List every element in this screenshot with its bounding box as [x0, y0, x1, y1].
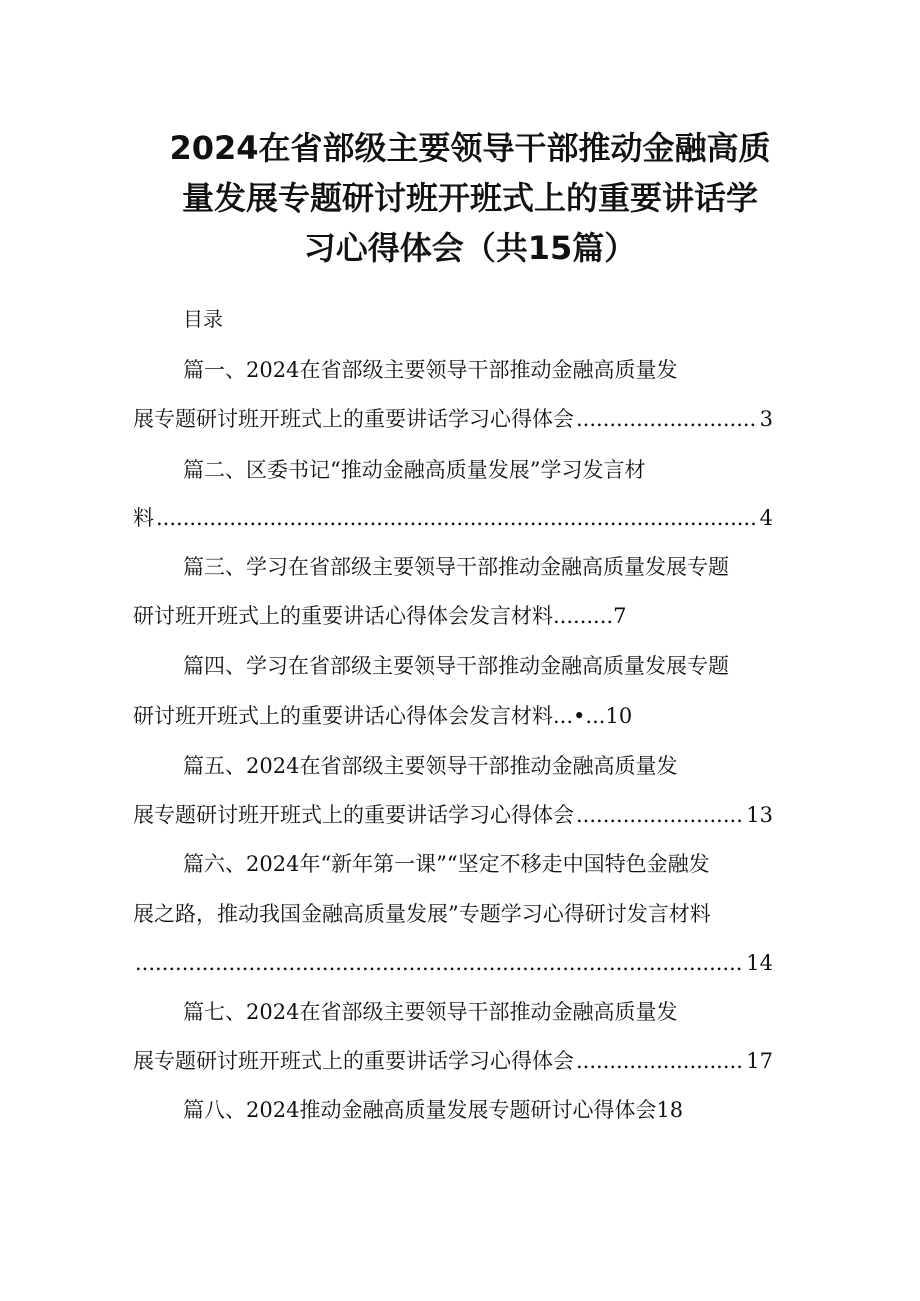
toc-entry-4-line-1[interactable]: 篇四、学习在省部级主要领导干部推动金融高质量发展专题 [183, 654, 729, 678]
title-line-3: 习心得体会（共15篇） [303, 229, 637, 267]
toc-leader-dots [576, 799, 744, 831]
toc-page-number: 10 [605, 704, 633, 728]
toc-leader-dots [156, 502, 758, 534]
toc-entry-3-line-1[interactable]: 篇三、学习在省部级主要领导干部推动金融高质量发展专题 [183, 555, 729, 579]
toc-entry-6-line-2[interactable]: 展之路，推动我国金融高质量发展”专题学习心得研讨发言材料 [133, 902, 711, 926]
toc-leader-dots [576, 1045, 744, 1077]
toc-page-number: 17 [746, 1049, 773, 1073]
toc-leader-dots [576, 403, 758, 435]
toc-entry-text: 研讨班开班式上的重要讲话心得体会发言材料 [133, 704, 553, 728]
toc-entry-5-line-1[interactable]: 篇五、2024在省部级主要领导干部推动金融高质量发 [183, 754, 678, 778]
toc-entry-text: 研讨班开班式上的重要讲话心得体会发言材料 [133, 604, 553, 628]
toc-leader-dots [135, 947, 744, 979]
toc-page-number: 13 [746, 803, 773, 827]
toc-page-number: 4 [759, 506, 773, 530]
toc-entry-7-line-1[interactable]: 篇七、2024在省部级主要领导干部推动金融高质量发 [183, 1000, 678, 1024]
toc-entry-2-line-2[interactable] [133, 502, 773, 534]
toc-entry-7-line-2[interactable] [133, 1045, 773, 1077]
toc-entry-text: 料 [133, 506, 154, 530]
title-line-1: 2024在省部级主要领导干部推动金融高质 [169, 129, 771, 167]
toc-page-number: 7 [613, 604, 627, 628]
toc-entry-5-line-2[interactable] [133, 799, 773, 831]
toc-heading: 目录 [183, 307, 223, 331]
toc-entry-8-line-1[interactable]: 篇八、2024推动金融高质量发展专题研讨心得体会18 [183, 1098, 684, 1122]
toc-entry-6-line-3[interactable] [133, 947, 773, 979]
toc-entry-text: 展专题研讨班开班式上的重要讲话学习心得体会 [133, 803, 574, 827]
toc-page-number: 3 [759, 407, 773, 431]
toc-entry-3-line-2[interactable] [133, 600, 626, 632]
toc-entry-1-line-1[interactable]: 篇一、2024在省部级主要领导干部推动金融高质量发 [183, 358, 678, 382]
title-line-2: 量发展专题研讨班开班式上的重要讲话学 [181, 179, 758, 217]
toc-entry-4-line-2[interactable] [133, 700, 632, 732]
toc-entry-2-line-1[interactable]: 篇二、区委书记“推动金融高质量发展”学习发言材 [183, 458, 646, 482]
toc-page-number: 14 [746, 951, 773, 975]
toc-entry-text: 展专题研讨班开班式上的重要讲话学习心得体会 [133, 407, 574, 431]
toc-leader-dots: ...•... [553, 704, 606, 728]
toc-entry-text: 展专题研讨班开班式上的重要讲话学习心得体会 [133, 1049, 574, 1073]
toc-entry-1-line-2[interactable] [133, 403, 773, 435]
toc-leader-dots: ......... [553, 604, 614, 628]
toc-entry-6-line-1[interactable]: 篇六、2024年“新年第一课”“坚定不移走中国特色金融发 [183, 852, 710, 876]
